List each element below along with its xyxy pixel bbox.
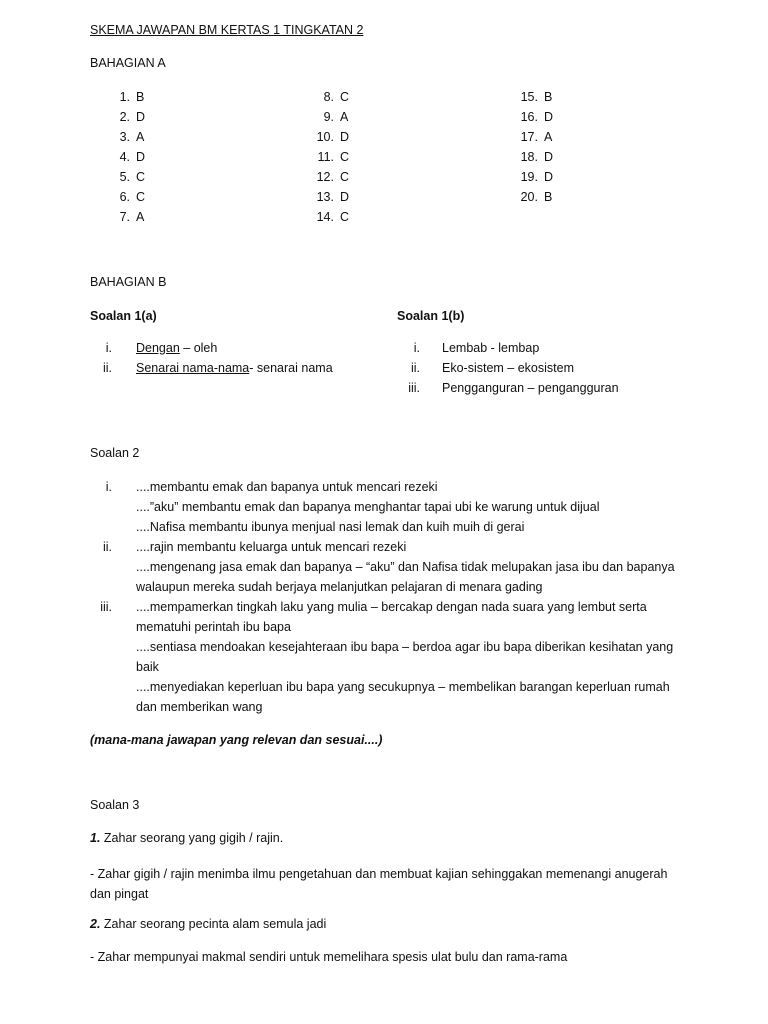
answer-item — [100, 150, 145, 164]
answer-letter: C — [136, 190, 146, 204]
document-title: SKEMA JAWAPAN BM KERTAS 1 TINGKATAN 2 — [90, 23, 364, 37]
question-number: 2. — [119, 110, 130, 124]
q1a-answer — [136, 361, 333, 375]
q2-answer-line: ....menyediakan keperluan ibu bapa yang secukupnya – membelikan barangan keperluan rumah — [136, 680, 670, 694]
answer-letter: B — [544, 190, 553, 204]
question-number: 7. — [119, 210, 130, 224]
answer-item — [508, 130, 552, 144]
question-number: 6. — [119, 190, 130, 204]
question-number: 20. — [520, 190, 538, 204]
roman-marker: ii. — [410, 361, 420, 375]
question-number: 18. — [520, 150, 538, 164]
roman-marker: i. — [105, 480, 112, 494]
answer-item — [304, 190, 349, 204]
q2-answer-line: ....mempamerkan tingkah laku yang mulia – bercakap dengan nada suara yang lembut serta — [136, 600, 647, 614]
answer-item — [100, 110, 145, 124]
question-number: 1. — [119, 90, 130, 104]
question-number: 3. — [119, 130, 130, 144]
q2-answer-line: ....mengenang jasa emak dan bapanya – “aku” dan Nafisa tidak melupakan jasa ibu dan bapanya — [136, 560, 675, 574]
question-number: 5. — [119, 170, 130, 184]
question-number: 15. — [520, 90, 538, 104]
answer-item — [508, 190, 552, 204]
answer-letter: D — [340, 130, 350, 144]
answer-letter: C — [136, 170, 146, 184]
underlined-word: Senarai nama-nama — [136, 361, 250, 375]
point-text: Zahar seorang yang gigih / rajin. — [100, 831, 284, 845]
question-number: 13. — [316, 190, 334, 204]
answer-letter: C — [340, 150, 350, 164]
question-number: 4. — [119, 150, 130, 164]
section-b-heading: BAHAGIAN B — [90, 275, 167, 289]
answer-letter: C — [340, 90, 350, 104]
question-number: 11. — [317, 150, 334, 164]
q3-elaboration-2: - Zahar mempunyai makmal sendiri untuk memelihara spesis ulat bulu dan rama-rama — [90, 950, 568, 964]
question-number: 9. — [323, 110, 334, 124]
answer-item — [100, 90, 144, 104]
point-number: 2. — [90, 917, 101, 931]
q1b-label: Soalan 1(b) — [397, 309, 465, 323]
answer-letter: D — [544, 170, 554, 184]
question-number: 16. — [520, 110, 538, 124]
q2-answer-line: mematuhi perintah ibu bapa — [136, 620, 291, 634]
q1a-answer — [136, 341, 217, 355]
answer-letter: D — [136, 110, 146, 124]
q2-note: (mana-mana jawapan yang relevan dan sesuai....) — [90, 733, 383, 747]
q2-answer-line: ....Nafisa membantu ibunya menjual nasi lemak dan kuih muih di gerai — [136, 520, 525, 534]
answer-letter: D — [544, 150, 554, 164]
roman-marker: iii. — [100, 600, 112, 614]
q2-answer-line: ....”aku” membantu emak dan bapanya menghantar tapai ubi ke warung untuk dijual — [136, 500, 600, 514]
q1a-label: Soalan 1(a) — [90, 309, 157, 323]
answer-letter: A — [544, 130, 553, 144]
answer-letter: B — [136, 90, 145, 104]
section-a-heading: BAHAGIAN A — [90, 56, 166, 70]
answer-item — [508, 90, 552, 104]
q3-elaboration-1: - Zahar gigih / rajin menimba ilmu pengetahuan dan membuat kajian sehinggakan memenangi anugerah dan pingat — [90, 867, 668, 901]
q1b-answer: Eko-sistem – ekosistem — [442, 361, 574, 375]
answer-item — [100, 130, 144, 144]
answer-letter: D — [340, 190, 350, 204]
answer-item — [100, 190, 145, 204]
question-number: 8. — [323, 90, 334, 104]
answer-item — [304, 210, 349, 224]
q2-answer-line: ....membantu emak dan bapanya untuk mencari rezeki — [136, 480, 438, 494]
question-number: 10. — [316, 130, 334, 144]
q2-answer-line: walaupun mereka sudah berjaya melanjutkan pelajaran di menara gading — [136, 580, 543, 594]
roman-marker: iii. — [408, 381, 420, 395]
q2-label: Soalan 2 — [90, 446, 140, 460]
q1b-answer: Lembab - lembap — [442, 341, 540, 355]
roman-marker: i. — [413, 341, 420, 355]
answer-letter: C — [340, 170, 350, 184]
answer-item — [508, 110, 553, 124]
question-number: 14. — [316, 210, 334, 224]
answer-item — [508, 170, 553, 184]
answer-letter: A — [136, 130, 145, 144]
roman-marker: ii. — [102, 361, 112, 375]
answer-letter: A — [340, 110, 349, 124]
q3-label: Soalan 3 — [90, 798, 140, 812]
answer-letter: D — [136, 150, 146, 164]
answer-item — [508, 150, 553, 164]
answer-item — [304, 170, 349, 184]
q2-answer-line: baik — [136, 660, 159, 674]
answer-item — [304, 150, 349, 164]
answer-item — [100, 170, 145, 184]
correction: - senarai nama — [249, 361, 333, 375]
q1b-answer: Pengganguran – pengangguran — [442, 381, 619, 395]
point-number: 1. — [90, 831, 101, 845]
q2-answer-line: ....rajin membantu keluarga untuk mencari rezeki — [136, 540, 407, 554]
answer-letter: A — [136, 210, 145, 224]
point-text: Zahar seorang pecinta alam semula jadi — [100, 917, 327, 931]
q3-point-2 — [90, 917, 326, 931]
question-number: 12. — [316, 170, 334, 184]
underlined-word: Dengan — [136, 341, 180, 355]
q2-answer-line: dan memberikan wang — [136, 700, 263, 714]
answer-item — [100, 210, 144, 224]
question-number: 17. — [520, 130, 538, 144]
q2-answer-line: ....sentiasa mendoakan kesejahteraan ibu bapa – berdoa agar ibu bapa diberikan kesihatan yang — [136, 640, 674, 654]
q3-point-1 — [90, 831, 283, 845]
answer-item — [304, 130, 349, 144]
roman-marker: i. — [105, 341, 112, 355]
answer-item — [304, 110, 348, 124]
question-number: 19. — [520, 170, 538, 184]
roman-marker: ii. — [102, 540, 112, 554]
answer-item — [304, 90, 349, 104]
answer-letter: B — [544, 90, 553, 104]
answer-letter: D — [544, 110, 554, 124]
correction: – oleh — [179, 341, 218, 355]
answer-letter: C — [340, 210, 350, 224]
